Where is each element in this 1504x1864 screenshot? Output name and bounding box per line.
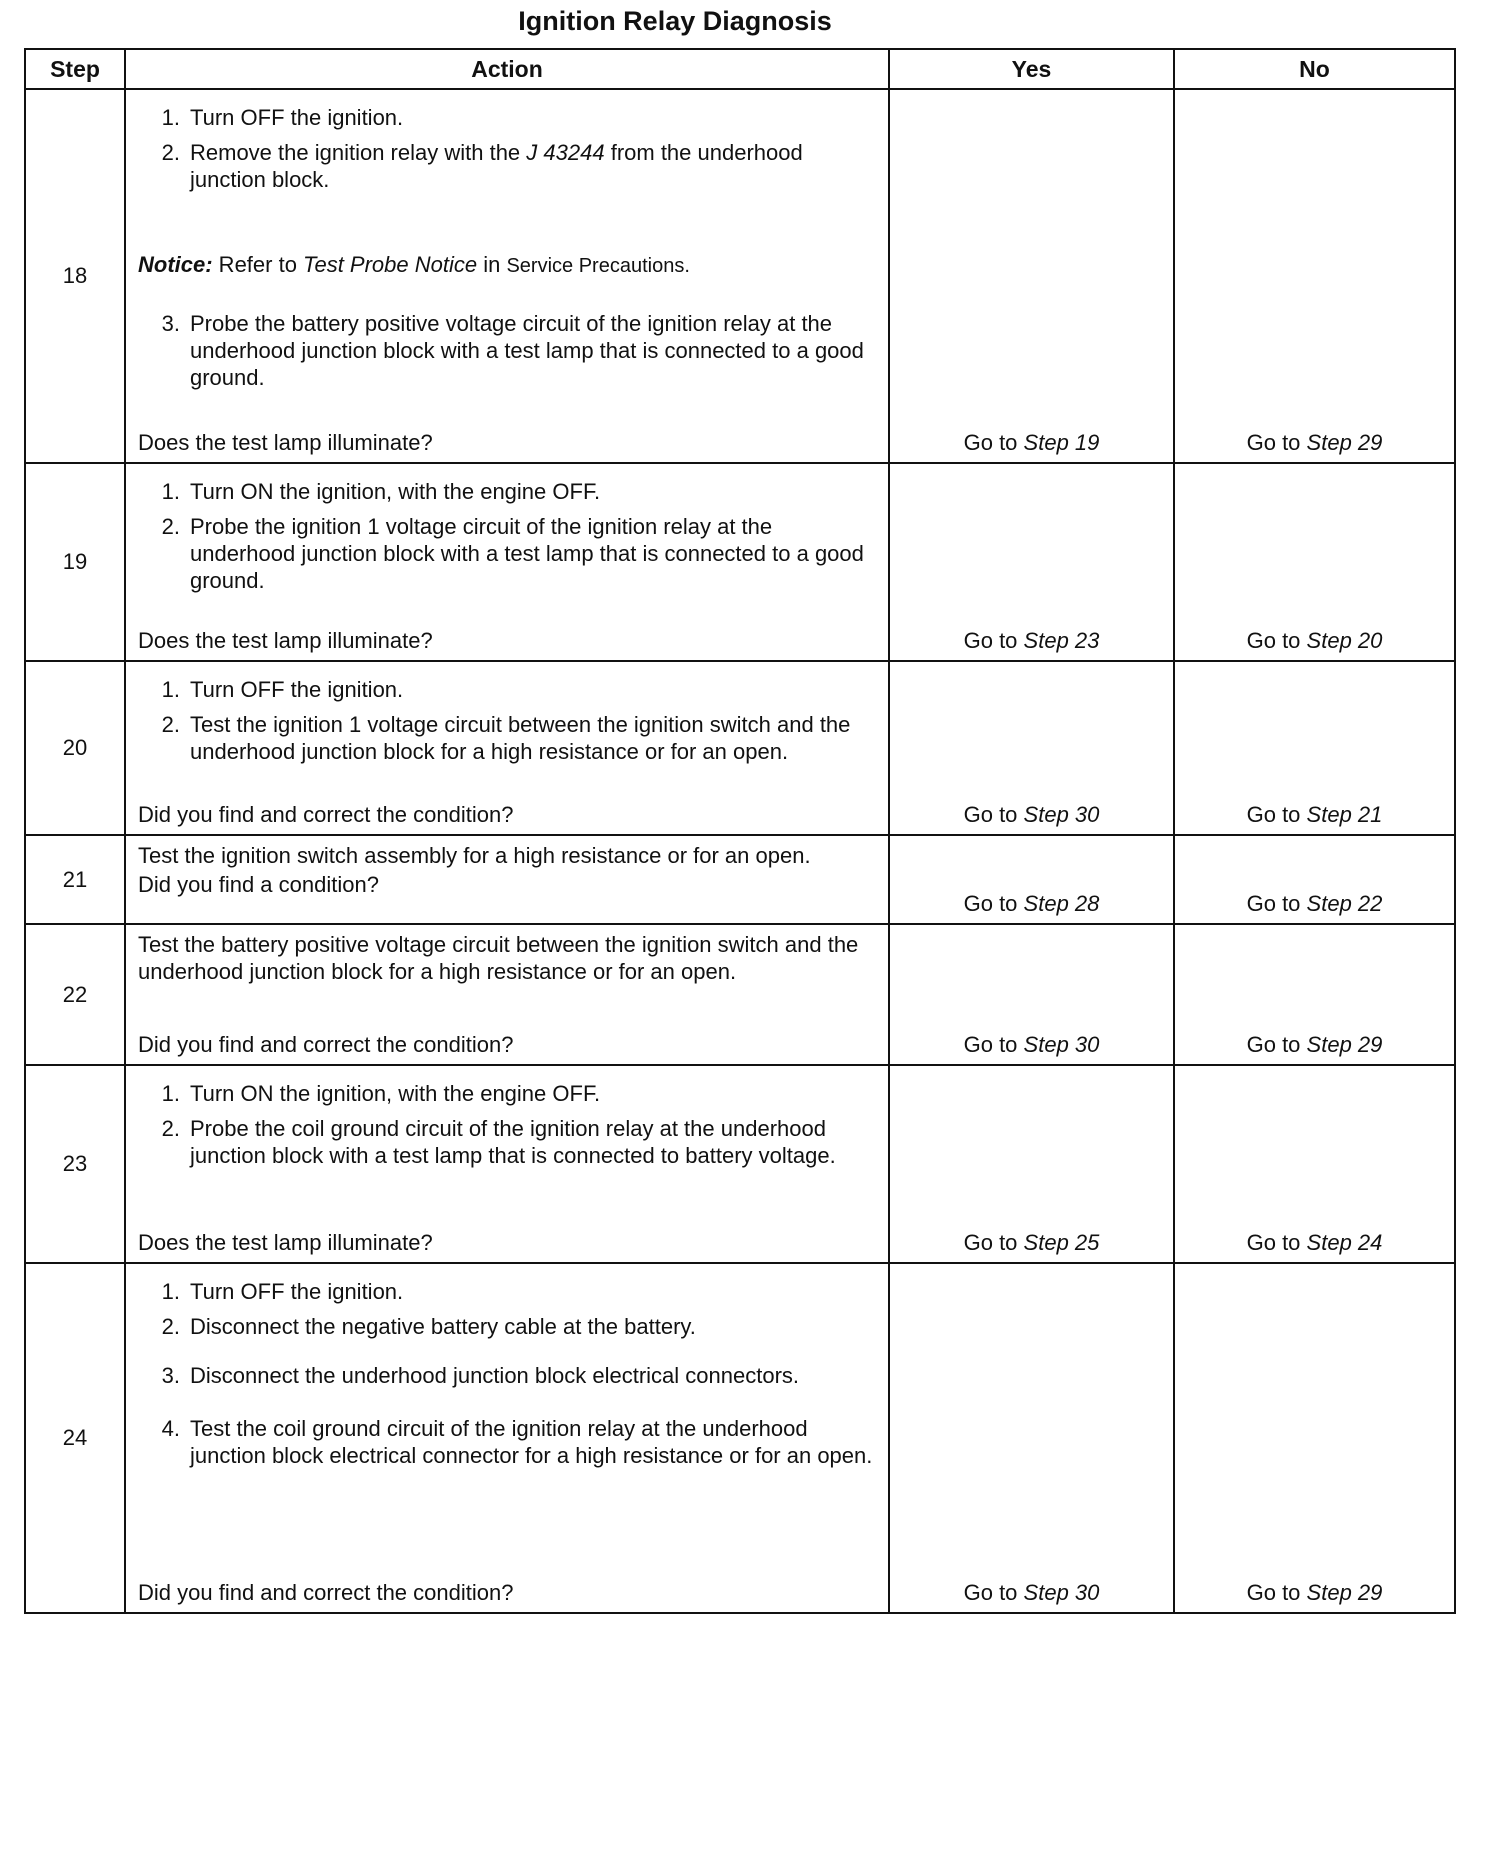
no-target-step: Step 22 xyxy=(1306,891,1383,916)
list-item: 1. Turn OFF the ignition. xyxy=(161,677,404,702)
document-title: Ignition Relay Diagnosis xyxy=(518,6,832,36)
yes-cell: Go to Step 30 xyxy=(889,1263,1174,1613)
yes-cell: Go to Step 30 xyxy=(889,924,1174,1065)
no-target-step: Step 24 xyxy=(1306,1230,1383,1255)
no-cell: Go to Step 29 xyxy=(1174,1263,1455,1613)
diagnosis-table xyxy=(24,48,1456,1614)
action-cell xyxy=(125,1065,889,1263)
action-cell xyxy=(125,924,889,1065)
yes-cell: Go to Step 19 xyxy=(889,89,1174,463)
instruction-list xyxy=(138,1278,878,1477)
header-yes: Yes xyxy=(889,49,1174,89)
step-number: 23 xyxy=(25,1065,125,1263)
action-cell xyxy=(125,1263,889,1613)
yes-cell: Go to Step 25 xyxy=(889,1065,1174,1263)
table-row-step-21 xyxy=(25,835,1455,924)
no-cell: Go to Step 20 xyxy=(1174,463,1455,661)
table-row-step-18 xyxy=(25,89,1455,463)
question-text: Does the test lamp illuminate? xyxy=(138,1230,433,1255)
step-number: 22 xyxy=(25,924,125,1065)
yes-target-step: Step 23 xyxy=(1023,628,1100,653)
step-number: 19 xyxy=(25,463,125,661)
header-action: Action xyxy=(125,49,889,89)
yes-cell: Go to Step 30 xyxy=(889,661,1174,835)
no-target-step: Step 20 xyxy=(1306,628,1383,653)
instruction-list xyxy=(138,478,878,602)
instruction-list xyxy=(138,310,878,391)
list-item: 1. Turn OFF the ignition. xyxy=(161,105,404,130)
no-cell: Go to Step 22 xyxy=(1174,835,1455,924)
step-number: 18 xyxy=(25,89,125,463)
action-cell xyxy=(125,463,889,661)
yes-target-step: Step 30 xyxy=(1023,1580,1100,1605)
list-item: 2. Probe the coil ground circuit of the ignition relay at the underhood junction block with a test lamp that is connected to battery voltage. xyxy=(161,1116,836,1168)
list-item: 3. Probe the battery positive voltage circuit of the ignition relay at the underhood junction block with a test lamp that is connected to a good ground. xyxy=(161,311,864,390)
header-no: No xyxy=(1174,49,1455,89)
table-row-step-20 xyxy=(25,661,1455,835)
list-item: 4. Test the coil ground circuit of the ignition relay at the underhood junction block electrical connector for a high resistance or for an open. xyxy=(161,1416,873,1468)
no-cell: Go to Step 21 xyxy=(1174,661,1455,835)
no-target-step: Step 21 xyxy=(1306,802,1383,827)
question-text: Does the test lamp illuminate? xyxy=(138,628,433,653)
list-item: 1. Turn ON the ignition, with the engine OFF. xyxy=(161,1081,601,1106)
yes-target-step: Step 25 xyxy=(1023,1230,1100,1255)
no-target-step: Step 29 xyxy=(1306,1032,1383,1057)
question-text: Does the test lamp illuminate? xyxy=(138,430,433,455)
action-cell xyxy=(125,661,889,835)
tool-reference: J 43244 xyxy=(526,140,605,165)
yes-cell: Go to Step 28 xyxy=(889,835,1174,924)
table-row-step-23 xyxy=(25,1065,1455,1263)
step-number: 21 xyxy=(25,835,125,924)
table-row-step-19 xyxy=(25,463,1455,661)
list-item: 2. Probe the ignition 1 voltage circuit of the ignition relay at the underhood junction block with a test lamp that is connected to a good ground. xyxy=(161,514,864,593)
no-cell: Go to Step 24 xyxy=(1174,1065,1455,1263)
table-row-step-24 xyxy=(25,1263,1455,1613)
step-number: 20 xyxy=(25,661,125,835)
notice-text: Notice: Refer to Test Probe Notice in Service Precautions. xyxy=(138,252,690,277)
step-number: 24 xyxy=(25,1263,125,1613)
list-item: 3. Disconnect the underhood junction block electrical connectors. xyxy=(161,1363,800,1388)
question-text: Did you find and correct the condition? xyxy=(138,1032,514,1057)
question-text: Did you find and correct the condition? xyxy=(138,1580,514,1605)
yes-target-step: Step 28 xyxy=(1023,891,1100,916)
list-item: 2. Remove the ignition relay with the J 43244 from the underhood junction block. xyxy=(161,140,803,192)
header-step: Step xyxy=(25,49,125,89)
instruction-list xyxy=(138,1080,878,1177)
no-target-step: Step 29 xyxy=(1306,430,1383,455)
list-item: 2. Disconnect the negative battery cable at the battery. xyxy=(161,1314,696,1339)
yes-target-step: Step 30 xyxy=(1023,1032,1100,1057)
yes-target-step: Step 30 xyxy=(1023,802,1100,827)
no-cell: Go to Step 29 xyxy=(1174,89,1455,463)
instruction-list xyxy=(138,676,878,773)
no-target-step: Step 29 xyxy=(1306,1580,1383,1605)
header-row xyxy=(25,49,1455,89)
action-cell xyxy=(125,89,889,463)
action-text: Test the battery positive voltage circuit between the ignition switch and the underhood junction block for a high resistance or for an open. xyxy=(138,932,859,984)
instruction-list xyxy=(138,104,878,193)
question-text: Did you find and correct the condition? xyxy=(138,802,514,827)
no-cell: Go to Step 29 xyxy=(1174,924,1455,1065)
list-item: 1. Turn ON the ignition, with the engine OFF. xyxy=(161,479,601,504)
action-text: Test the ignition switch assembly for a high resistance or for an open. xyxy=(138,843,811,868)
action-cell xyxy=(125,835,889,924)
table-row-step-22 xyxy=(25,924,1455,1065)
yes-cell: Go to Step 23 xyxy=(889,463,1174,661)
list-item: 2. Test the ignition 1 voltage circuit between the ignition switch and the underhood junction block for a high resistance or for an open. xyxy=(161,712,851,764)
list-item: 1. Turn OFF the ignition. xyxy=(161,1279,404,1304)
question-text: Did you find a condition? xyxy=(138,872,379,897)
yes-target-step: Step 19 xyxy=(1023,430,1100,455)
